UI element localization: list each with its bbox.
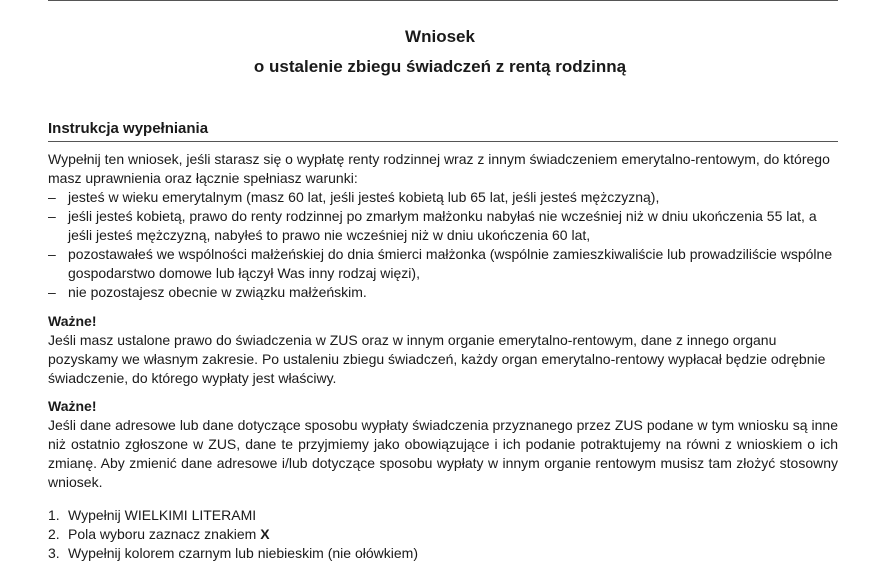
step-text-wrapper [68,525,838,544]
step-number: 2. [48,526,60,542]
condition-text: jesteś w wieku emerytalnym (masz 60 lat, jeśli jesteś kobietą lub 65 lat, jeśli jesteś mężczyzną), [68,189,660,205]
title-block [0,22,880,82]
conditions-list [48,188,838,302]
step-text: Wypełnij kolorem czarnym lub niebieskim (nie ołówkiem) [68,545,418,561]
section-heading: Instrukcja wypełniania [48,120,209,137]
dash-bullet: – [48,246,56,262]
steps-list [48,506,838,563]
list-item [48,188,838,207]
step-number: 1. [48,507,60,523]
intro-paragraph: Wypełnij ten wniosek, jeśli starasz się o wypłatę renty rodzinnej wraz z innym świadczeniem emerytalno-rentowym, do którego masz uprawnienia oraz łącznie spełniasz warunki: [48,151,830,186]
list-item [48,544,838,563]
mark-x: X [260,526,270,542]
list-item [48,506,838,525]
instructions-content [48,150,838,563]
list-item [48,525,838,544]
condition-text: jeśli jesteś kobietą, prawo do renty rodzinnej po zmarłym małżonku nabyłaś nie wcześniej niż w dniu ukończenia 55 lat, a jeśli jesteś mężczyzną, nabyłeś to prawo nie wcześniej niż w dniu ukończenia 60 lat, [68,208,817,243]
list-item [48,283,838,302]
top-rule [48,0,838,1]
important-heading-1: Ważne! [48,313,97,329]
step-number: 3. [48,545,60,561]
title-line-2: o ustalenie zbiegu świadczeń z rentą rodzinną [253,57,627,76]
important-heading-2: Ważne! [48,398,97,414]
title-line-1: Wniosek [405,27,475,46]
list-item [48,245,838,283]
dash-bullet: – [48,284,56,300]
list-item [48,207,838,245]
condition-text: nie pozostajesz obecnie w związku małżeńskim. [68,284,367,300]
section-rule [48,141,838,142]
step-text: Pola wyboru zaznacz znakiem [68,526,257,542]
important-text-2: Jeśli dane adresowe lub dane dotyczące sposobu wypłaty świadczenia przyznanego przez ZUS podane w tym wniosku są inne niż ostatnio zgłoszone w ZUS, dane te przyjmiemy jako obowiązujące i ich podanie potraktujemy na równi z wnioskiem o ich zmianę. Aby zmienić dane adresowe i/lub dotyczące sposobu wypłaty w innym organie rentowym musisz tam złożyć stosowny wniosek. [48,417,838,490]
important-text-1: Jeśli masz ustalone prawo do świadczenia w ZUS oraz w innym organie emerytalno-rentowym, dane z innego organu pozyskamy we własnym zakresie. Po ustaleniu zbiegu świadczeń, każdy organ emerytalno-rentowy wypłacał będzie odrębnie świadczenie, do którego wypłaty jest właściwy. [48,332,826,386]
dash-bullet: – [48,189,56,205]
step-text: Wypełnij WIELKIMI LITERAMI [68,507,257,523]
condition-text: pozostawałeś we wspólności małżeńskiej do dnia śmierci małżonka (wspólnie zamieszkiwaliście lub prowadziliście wspólne gospodarstwo domowe lub łączył Was inny rodzaj więzi), [68,246,833,281]
dash-bullet: – [48,208,56,224]
